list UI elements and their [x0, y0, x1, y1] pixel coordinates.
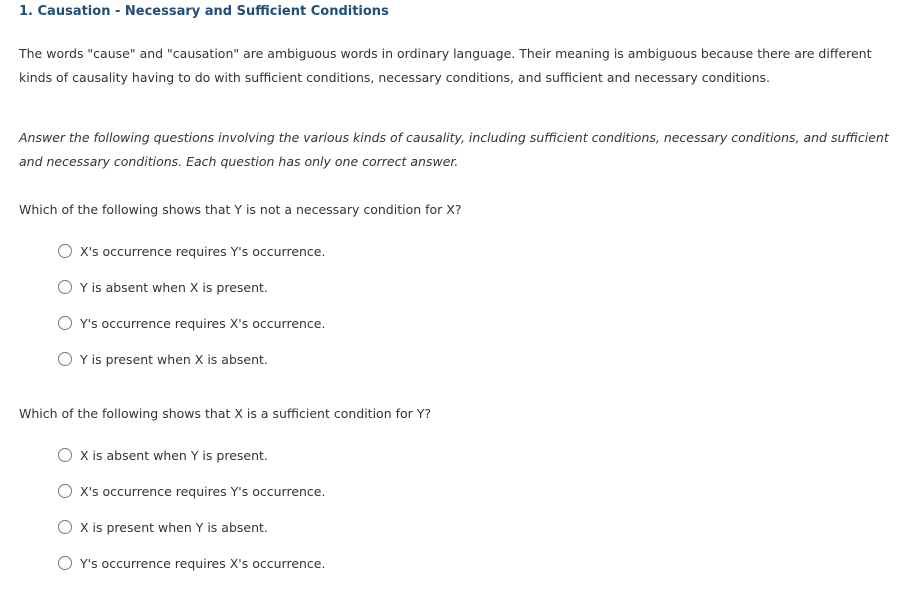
instructions-paragraph: Answer the following questions involving the various kinds of causality, including sufficient conditions, necessary conditions, and sufficient and necessary conditions. Each question has only one correct answer. — [19, 130, 889, 169]
question-1-option-1[interactable] — [58, 243, 325, 279]
option-label[interactable]: Y's occurrence requires X's occurrence. — [80, 555, 326, 571]
question-1-options — [58, 243, 325, 387]
option-label[interactable]: Y's occurrence requires X's occurrence. — [80, 315, 326, 331]
radio-button[interactable] — [58, 484, 72, 498]
radio-button[interactable] — [58, 448, 72, 462]
radio-button[interactable] — [58, 280, 72, 294]
question-1-option-2[interactable] — [58, 279, 325, 315]
radio-button[interactable] — [58, 316, 72, 330]
intro-paragraph: The words "cause" and "causation" are ambiguous words in ordinary language. Their meaning is ambiguous because there are different kinds of causality having to do with sufficient conditions, necessary conditions, and sufficient and necessary conditions. — [19, 46, 872, 85]
question-2-options — [58, 447, 325, 591]
radio-button[interactable] — [58, 352, 72, 366]
option-label[interactable]: X is present when Y is absent. — [80, 519, 268, 535]
radio-button[interactable] — [58, 244, 72, 258]
option-label[interactable]: X's occurrence requires Y's occurrence. — [80, 243, 326, 259]
question-2-option-1[interactable] — [58, 447, 325, 483]
question-1-option-3[interactable] — [58, 315, 325, 351]
question-2-option-4[interactable] — [58, 555, 325, 591]
radio-button[interactable] — [58, 556, 72, 570]
option-label[interactable]: Y is present when X is absent. — [80, 351, 268, 367]
question-1-option-4[interactable] — [58, 351, 325, 387]
option-label[interactable]: X's occurrence requires Y's occurrence. — [80, 483, 326, 499]
question-1-prompt: Which of the following shows that Y is not a necessary condition for X? — [19, 202, 462, 217]
radio-button[interactable] — [58, 520, 72, 534]
option-label[interactable]: X is absent when Y is present. — [80, 447, 268, 463]
question-2-option-3[interactable] — [58, 519, 325, 555]
question-2-option-2[interactable] — [58, 483, 325, 519]
question-title: 1. Causation - Necessary and Sufficient Conditions — [19, 4, 389, 19]
question-2-prompt: Which of the following shows that X is a sufficient condition for Y? — [19, 406, 432, 421]
option-label[interactable]: Y is absent when X is present. — [80, 279, 268, 295]
